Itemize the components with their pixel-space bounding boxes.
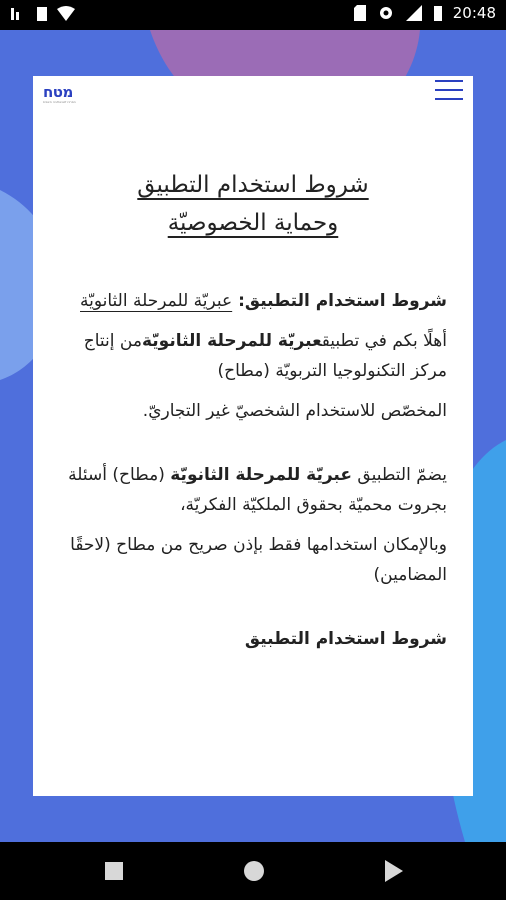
- android-nav-bar: [0, 842, 506, 900]
- terms-paragraph-3: المخصّص للاستخدام الشخصيّ غير التجاريّ.: [142, 401, 447, 421]
- gear-icon: [377, 4, 395, 22]
- terms-paragraph-1: [59, 286, 447, 316]
- logo-text: מטח: [43, 83, 73, 101]
- recent-triangle-icon[interactable]: [385, 860, 403, 882]
- app-logo: [43, 82, 76, 104]
- terms-paragraph-2: [59, 326, 447, 386]
- p4-app-name: عبريّة للمرحلة الثانويّة: [170, 465, 352, 485]
- terms-paragraph-4: [59, 460, 447, 520]
- p4-prefix: يضمّ التطبيق: [351, 465, 447, 485]
- status-bar: [0, 0, 506, 30]
- wifi-icon: [56, 6, 76, 22]
- p2-suffix: من إنتاج مركز التكنولوجيا التربويّة (مطاح): [83, 331, 447, 381]
- sd-card-icon: [353, 4, 367, 22]
- signal-icon: [10, 6, 28, 22]
- title-line-1: شروط استخدام التطبيق: [137, 172, 369, 198]
- terms-label: شروط استخدام التطبيق:: [232, 291, 447, 311]
- status-icons-right: [353, 4, 496, 22]
- clock: 20:48: [452, 4, 496, 22]
- p2-app-name: عبريّة للمرحلة الثانويّة: [141, 331, 322, 351]
- terms-card: [33, 76, 473, 796]
- home-circle-icon[interactable]: [244, 861, 264, 881]
- page-title: [59, 166, 447, 242]
- terms-content: [59, 166, 447, 664]
- section-heading: شروط استخدام التطبيق: [244, 629, 447, 649]
- p4-suffix: (مطاح) أسئلة بجروت محميّة بحقوق الملكيّة الفكريّة،: [68, 465, 447, 515]
- signal-strength-icon: [405, 4, 423, 22]
- status-icons-left: [10, 6, 76, 22]
- app-name-link: عبريّة للمرحلة الثانويّة: [80, 291, 233, 311]
- battery-icon: [36, 6, 48, 22]
- title-line-2: وحماية الخصوصيّة: [167, 210, 339, 236]
- logo-tagline: המרכז לטכנולוגיה חינוכית: [43, 100, 76, 104]
- battery-level-icon: [433, 4, 443, 22]
- terms-paragraph-5: وبالإمكان استخدامها فقط بإذن صريح من مطاح (لاحقًا المضامين): [70, 535, 447, 585]
- p2-prefix: أهلًا بكم في تطبيق: [321, 331, 447, 351]
- hamburger-menu-icon[interactable]: [435, 80, 463, 102]
- back-square-icon[interactable]: [105, 862, 123, 880]
